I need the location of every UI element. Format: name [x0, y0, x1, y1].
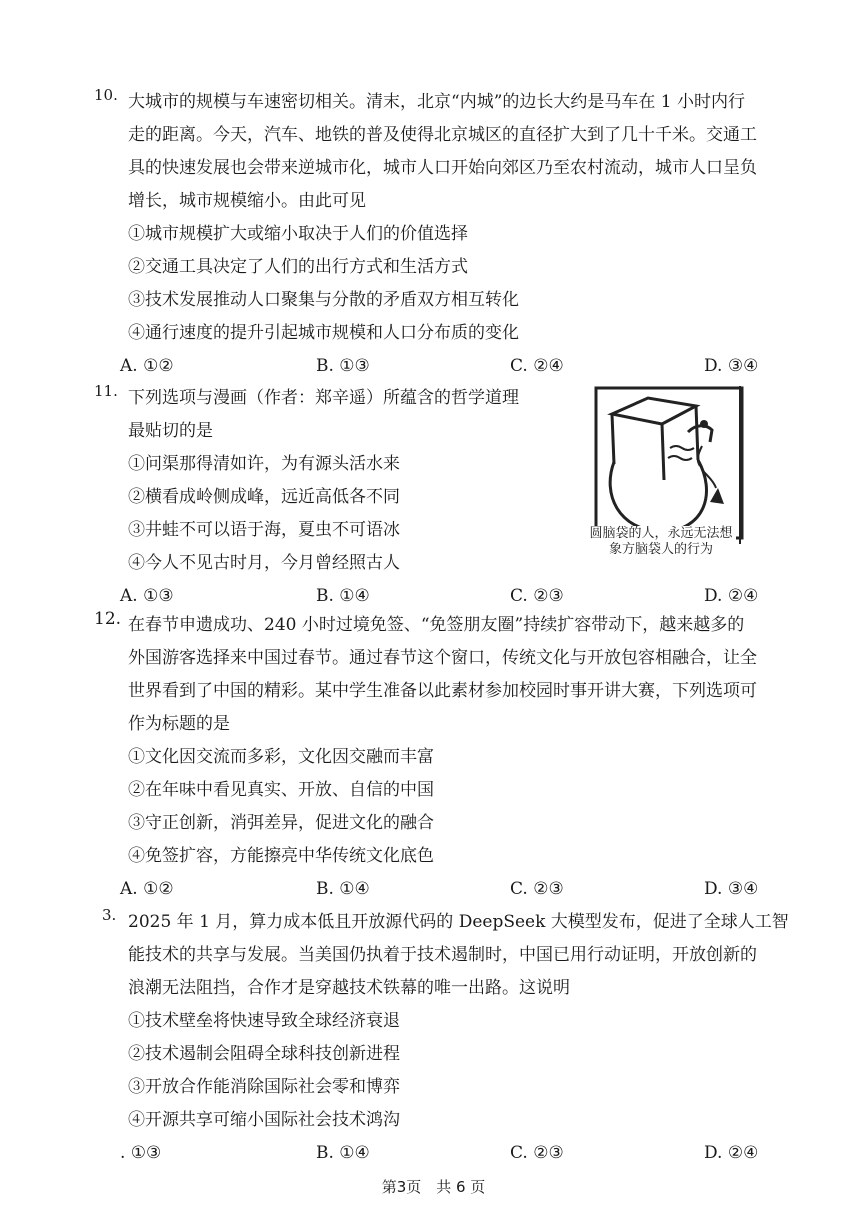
- statement-list: [96, 1005, 786, 1137]
- statement-item: ③开放合作能消除国际社会零和博弈: [128, 1077, 400, 1097]
- question-13: [96, 906, 789, 1170]
- question-stem: [96, 86, 786, 218]
- statement-item: ③技术发展推动人口聚集与分散的矛盾双方相互转化: [128, 290, 519, 310]
- cartoon-illustration: [578, 384, 744, 570]
- stem-line: 走的距离。今天，汽车、地铁的普及使得北京城区的直径扩大到了几十千米。交通工: [128, 125, 757, 145]
- option-b: B. ①④: [316, 1143, 370, 1163]
- stem-line: 作为标题的是: [128, 714, 230, 734]
- faucet-knob: [700, 420, 708, 428]
- stem-line: 增长，城市规模缩小。由此可见: [128, 191, 366, 211]
- option-d: D. ②④: [704, 1143, 759, 1163]
- statement-item: ④通行速度的提升引起城市规模和人口分布质的变化: [128, 323, 519, 343]
- water-waves: [668, 446, 694, 460]
- stem-line: 在春节申遗成功、240 小时过境免签、“免签朋友圈”持续扩容带动下，越来越多的: [128, 615, 745, 635]
- option-b: B. ①④: [316, 879, 370, 899]
- option-d: D. ③④: [704, 356, 759, 376]
- faucet: [688, 426, 712, 442]
- option-c: C. ②③: [510, 586, 564, 606]
- question-number: 10.: [94, 86, 118, 104]
- option-a: . ①③: [120, 1143, 162, 1163]
- stem-line: 大城市的规模与车速密切相关。清末，北京“内城”的边长大约是马车在 1 小时内行: [128, 92, 746, 112]
- option-a: A. ①②: [120, 879, 174, 899]
- option-a: A. ①②: [120, 356, 174, 376]
- option-c: C. ②③: [510, 879, 564, 899]
- statement-list: [96, 218, 786, 350]
- option-d: D. ②④: [704, 586, 759, 606]
- statement-item: ③井蛙不可以语于海，夏虫不可语冰: [128, 520, 400, 540]
- question-number: 3.: [102, 906, 117, 924]
- option-a: A. ①③: [120, 586, 174, 606]
- statement-list: [96, 741, 786, 873]
- answer-options: [120, 350, 786, 383]
- statement-item: ②在年味中看见真实、开放、自信的中国: [128, 780, 434, 800]
- option-b: B. ①③: [316, 356, 370, 376]
- question-stem: [96, 609, 786, 741]
- statement-item: ①城市规模扩大或缩小取决于人们的价值选择: [128, 224, 468, 244]
- statement-item: ①问渠那得清如许，为有源头活水来: [128, 454, 400, 474]
- round-head-outline: [610, 460, 706, 532]
- option-d: D. ③④: [704, 879, 759, 899]
- page-footer: 第3页 共 6 页: [381, 1178, 486, 1196]
- statement-item: ①技术壁垒将快速导致全球经济衰退: [128, 1011, 400, 1031]
- stem-line: 2025 年 1 月，算力成本低且开放源代码的 DeepSeek 大模型发布，促进了全球人工智: [128, 912, 789, 932]
- statement-item: ①文化因交流而多彩，文化因交融而丰富: [128, 747, 434, 767]
- option-c: C. ②③: [510, 1143, 564, 1163]
- question-10: [96, 86, 786, 383]
- square-head-top: [612, 398, 696, 424]
- option-b: B. ①④: [316, 586, 370, 606]
- question-number: 12.: [94, 609, 122, 629]
- cartoon-caption: 圆脑袋的人，永远无法想象方脑袋人的行为: [586, 526, 736, 558]
- question-12: [96, 609, 786, 906]
- statement-item: ②横看成岭侧成峰，远近高低各不同: [128, 487, 400, 507]
- answer-options: [120, 1137, 786, 1170]
- statement-item: ③守正创新，消弭差异，促进文化的融合: [128, 813, 434, 833]
- stem-line: 最贴切的是: [128, 421, 213, 441]
- option-c: C. ②④: [510, 356, 564, 376]
- statement-item: ④开源共享可缩小国际社会技术鸿沟: [128, 1110, 400, 1130]
- statement-item: ②技术遏制会阻碍全球科技创新进程: [128, 1044, 400, 1064]
- statement-item: ②交通工具决定了人们的出行方式和生活方式: [128, 257, 468, 277]
- stem-line: 下列选项与漫画（作者：郑辛遥）所蕴含的哲学道理: [128, 388, 519, 408]
- stem-line: 世界看到了中国的精彩。某中学生准备以此素材参加校园时事开讲大赛，下列选项可: [128, 681, 757, 701]
- question-stem: [96, 906, 789, 1005]
- stem-line: 具的快速发展也会带来逆城市化，城市人口开始向郊区乃至农村流动，城市人口呈负: [128, 158, 757, 178]
- stem-line: 能技术的共享与发展。当美国仍执着于技术遏制时，中国已用行动证明，开放创新的: [128, 945, 757, 965]
- statement-item: ④今人不见古时月，今月曾经照古人: [128, 553, 400, 573]
- stem-line: 浪潮无法阻挡，合作才是穿越技术铁幕的唯一出路。这说明: [128, 978, 570, 998]
- stem-line: 外国游客选择来中国过春节。通过春节这个窗口，传统文化与开放包容相融合，让全: [128, 648, 757, 668]
- statement-item: ④免签扩容，方能擦亮中华传统文化底色: [128, 846, 434, 866]
- answer-options: [120, 873, 786, 906]
- question-number: 11.: [94, 382, 118, 400]
- water-drop: [710, 488, 724, 504]
